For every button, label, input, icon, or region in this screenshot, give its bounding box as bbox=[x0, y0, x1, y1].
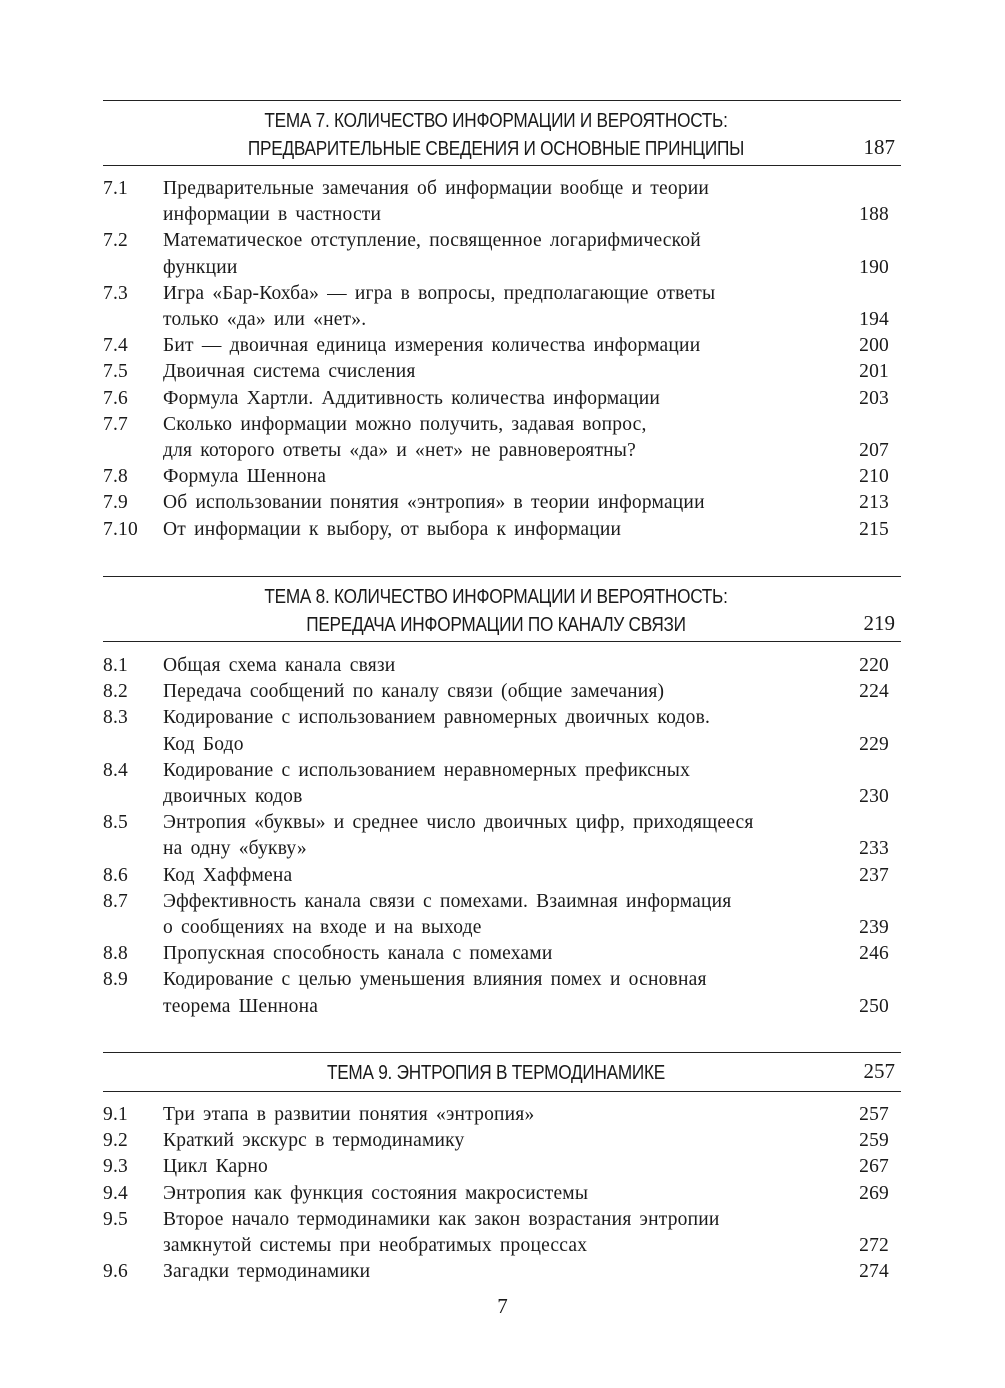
entry-page: 188 bbox=[859, 204, 889, 226]
entry-number: 9.3 bbox=[103, 1156, 128, 1178]
entry-title: Математическое отступление, посвященное логарифмической функции bbox=[163, 230, 701, 278]
entry-page: 257 bbox=[859, 1104, 889, 1125]
entry-number: 8.7 bbox=[103, 890, 128, 912]
entry-title: Краткий экскурс в термодинамику bbox=[163, 1130, 465, 1152]
entry-page: 250 bbox=[859, 995, 889, 1017]
entry-title: Кодирование с использованием неравномерных префиксных двоичных кодов bbox=[163, 759, 691, 808]
toc-entry[interactable] bbox=[103, 386, 901, 412]
entry-title: Три этапа в развитии понятия «энтропия» bbox=[163, 1104, 535, 1125]
entry-title: Сколько информации можно получить, задавая вопрос, для которого ответы «да» и «нет» не равновероятны? bbox=[163, 413, 647, 462]
entry-number: 7.5 bbox=[103, 361, 128, 383]
entry-number: 8.8 bbox=[103, 943, 128, 965]
entry-number: 8.3 bbox=[103, 707, 128, 729]
entry-number: 9.2 bbox=[103, 1130, 128, 1152]
toc-entry-list bbox=[103, 176, 901, 543]
entry-page: 224 bbox=[859, 681, 889, 703]
topic-title-line: ПРЕДВАРИТЕЛЬНЫЕ СВЕДЕНИЯ И ОСНОВНЫЕ ПРИНЦИПЫ bbox=[247, 138, 745, 160]
entry-page: 229 bbox=[859, 733, 889, 755]
entry-number: 8.9 bbox=[103, 969, 128, 991]
entry-page: 272 bbox=[859, 1235, 889, 1257]
toc-entry[interactable] bbox=[103, 464, 901, 490]
toc-entry[interactable] bbox=[103, 889, 901, 941]
toc-entry[interactable] bbox=[103, 176, 901, 228]
topic-page-number: 187 bbox=[863, 135, 895, 159]
entry-number: 7.10 bbox=[103, 518, 138, 540]
entry-page: 239 bbox=[859, 917, 889, 939]
toc-entry[interactable] bbox=[103, 705, 901, 757]
toc-entry[interactable] bbox=[103, 1259, 901, 1285]
toc-entry[interactable] bbox=[103, 228, 901, 280]
entry-title: Игра «Бар-Кохба» — игра в вопросы, предполагающие ответы только «да» или «нет». bbox=[163, 282, 716, 331]
entry-page: 259 bbox=[859, 1130, 889, 1152]
entry-page: 194 bbox=[859, 309, 889, 331]
entry-page: 230 bbox=[859, 786, 889, 808]
entry-title: Энтропия «буквы» и среднее число двоичных цифр, приходящееся на одну «букву» bbox=[163, 812, 754, 860]
entry-page: 200 bbox=[859, 335, 889, 357]
toc-entry-list bbox=[103, 1102, 901, 1285]
toc-entry[interactable] bbox=[103, 359, 901, 385]
entry-page: 246 bbox=[859, 943, 889, 965]
toc-entry[interactable] bbox=[103, 333, 901, 359]
entry-title: Кодирование с использованием равномерных двоичных кодов. Код Бодо bbox=[163, 707, 711, 755]
entry-title: Передача сообщений по каналу связи (общие замечания) bbox=[163, 681, 665, 703]
toc-entry[interactable] bbox=[103, 412, 901, 464]
entry-number: 8.5 bbox=[103, 812, 128, 834]
entry-number: 7.4 bbox=[103, 335, 128, 357]
entry-number: 7.2 bbox=[103, 230, 128, 252]
topic-title-line: ТЕМА 9. ЭНТРОПИЯ В ТЕРМОДИНАМИКЕ bbox=[326, 1062, 666, 1084]
entry-page: 207 bbox=[859, 440, 889, 462]
entry-number: 7.7 bbox=[103, 413, 128, 435]
entry-page: 203 bbox=[859, 387, 889, 409]
topic-header bbox=[103, 1052, 901, 1092]
entry-number: 7.6 bbox=[103, 387, 128, 409]
entry-title: Второе начало термодинамики как закон возрастания энтропии замкнутой системы при необратимых процессах bbox=[163, 1208, 720, 1257]
entry-page: 213 bbox=[859, 492, 889, 514]
entry-title: Пропускная способность канала с помехами bbox=[163, 943, 553, 965]
toc-entry-list bbox=[103, 653, 901, 1020]
toc-entry[interactable] bbox=[103, 1154, 901, 1180]
entry-number: 7.8 bbox=[103, 466, 128, 488]
entry-title: Бит — двоичная единица измерения количества информации bbox=[163, 335, 701, 357]
entry-page: 215 bbox=[859, 518, 889, 540]
entry-page: 201 bbox=[859, 361, 889, 383]
entry-title: Двоичная система счисления bbox=[163, 361, 416, 383]
entry-title: Энтропия как функция состояния макросистемы bbox=[163, 1182, 589, 1204]
page-number: 7 bbox=[497, 1294, 508, 1318]
entry-page: 237 bbox=[859, 864, 889, 886]
entry-number: 8.2 bbox=[103, 681, 128, 703]
toc-entry[interactable] bbox=[103, 679, 901, 705]
toc-entry[interactable] bbox=[103, 810, 901, 862]
toc-entry[interactable] bbox=[103, 1207, 901, 1259]
topic-title-line: ПЕРЕДАЧА ИНФОРМАЦИИ ПО КАНАЛУ СВЯЗИ bbox=[306, 614, 686, 636]
entry-page: 233 bbox=[859, 838, 889, 860]
entry-number: 7.9 bbox=[103, 492, 128, 514]
entry-title: Эффективность канала связи с помехами. Взаимная информация о сообщениях на входе и на выходе bbox=[163, 890, 732, 939]
topic-header bbox=[103, 576, 901, 642]
toc-entry[interactable] bbox=[103, 490, 901, 516]
topic-page-number: 219 bbox=[863, 611, 895, 635]
entry-page: 190 bbox=[859, 256, 889, 278]
entry-title: Общая схема канала связи bbox=[163, 655, 396, 676]
toc-entry[interactable] bbox=[103, 1181, 901, 1207]
entry-title: От информации к выбору, от выбора к информации bbox=[163, 518, 622, 540]
toc-entry[interactable] bbox=[103, 941, 901, 967]
toc-entry[interactable] bbox=[103, 1128, 901, 1154]
entry-page: 274 bbox=[859, 1261, 889, 1283]
entry-title: Код Хаффмена bbox=[163, 864, 293, 886]
entry-page: 220 bbox=[859, 655, 889, 676]
entry-title: Цикл Карно bbox=[163, 1156, 268, 1178]
entry-number: 7.3 bbox=[103, 282, 128, 304]
toc-entry[interactable] bbox=[103, 863, 901, 889]
entry-title: Кодирование с целью уменьшения влияния помех и основная теорема Шеннона bbox=[163, 969, 707, 1017]
toc-entry[interactable] bbox=[103, 1102, 901, 1128]
topic-title bbox=[210, 107, 783, 163]
entry-title: Формула Хартли. Аддитивность количества информации bbox=[163, 387, 661, 409]
entry-title: Загадки термодинамики bbox=[163, 1261, 371, 1283]
entry-number: 9.4 bbox=[103, 1182, 128, 1204]
entry-number: 8.6 bbox=[103, 864, 128, 886]
entry-title: Предварительные замечания об информации вообще и теории информации в частности bbox=[163, 178, 710, 226]
topic-title-line: ТЕМА 8. КОЛИЧЕСТВО ИНФОРМАЦИИ И ВЕРОЯТНОСТЬ: bbox=[264, 586, 728, 608]
entry-number: 7.1 bbox=[103, 178, 128, 199]
toc-entry[interactable] bbox=[103, 967, 901, 1019]
entry-page: 210 bbox=[859, 466, 889, 488]
topic-page-number: 257 bbox=[863, 1059, 895, 1083]
entry-number: 9.1 bbox=[103, 1104, 128, 1125]
topic-title bbox=[210, 1059, 783, 1087]
entry-page: 269 bbox=[859, 1182, 889, 1204]
toc-entry[interactable] bbox=[103, 517, 901, 543]
entry-number: 9.6 bbox=[103, 1261, 128, 1283]
toc-entry[interactable] bbox=[103, 653, 901, 679]
entry-page: 267 bbox=[859, 1156, 889, 1178]
entry-title: Об использовании понятия «энтропия» в теории информации bbox=[163, 492, 705, 514]
topic-title bbox=[210, 583, 783, 639]
entry-number: 8.1 bbox=[103, 655, 128, 676]
topic-header bbox=[103, 100, 901, 166]
toc-entry[interactable] bbox=[103, 281, 901, 333]
topic-title-line: ТЕМА 7. КОЛИЧЕСТВО ИНФОРМАЦИИ И ВЕРОЯТНОСТЬ: bbox=[264, 110, 728, 132]
entry-title: Формула Шеннона bbox=[163, 466, 327, 488]
toc-entry[interactable] bbox=[103, 758, 901, 810]
entry-number: 8.4 bbox=[103, 759, 128, 781]
entry-number: 9.5 bbox=[103, 1208, 128, 1230]
